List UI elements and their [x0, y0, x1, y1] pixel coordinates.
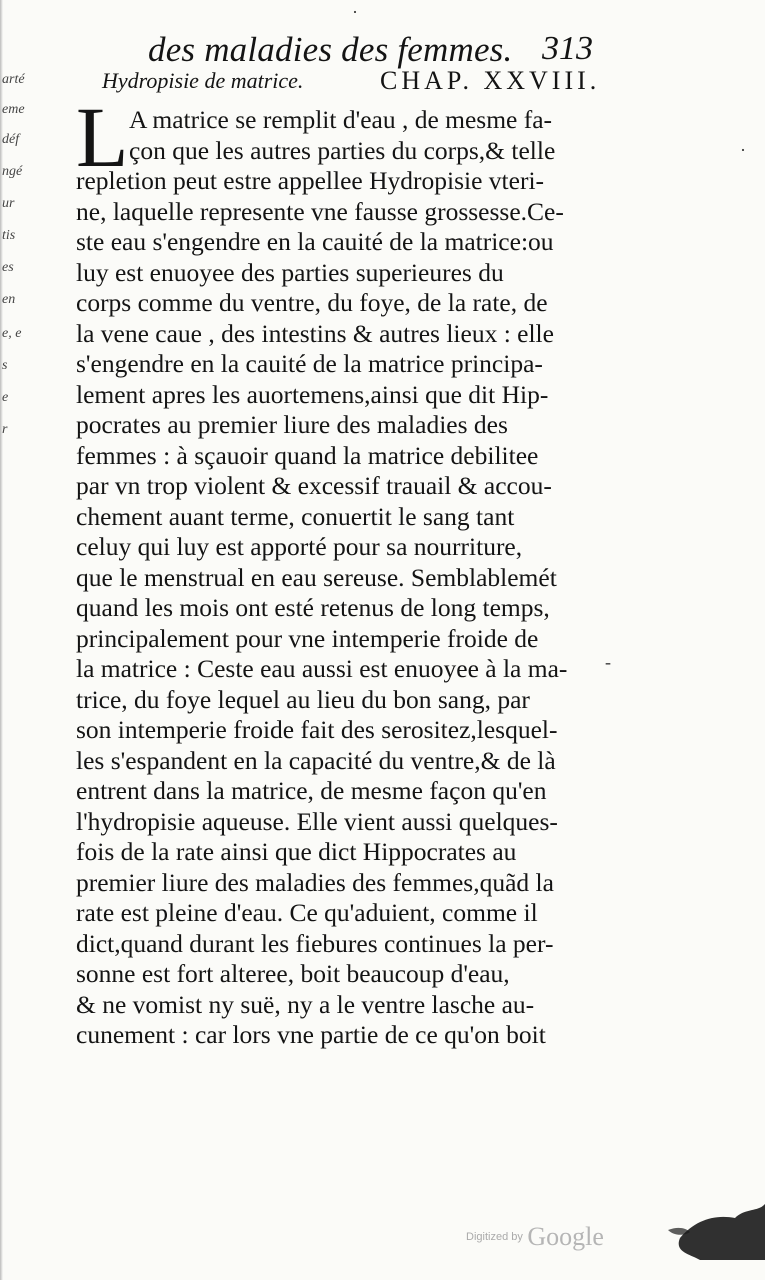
text-line: & ne vomist ny suë, ny a le ventre lasche au- [76, 989, 535, 1019]
text-line: les s'espandent en la capacité du ventre,& de là [76, 745, 556, 775]
gutter-mark: e [2, 390, 9, 405]
text-line: lement apres les auortemens,ainsi que dit Hip- [76, 379, 549, 409]
text-line: principalement pour vne intemperie froide de [76, 623, 539, 653]
gutter-mark: arté [2, 72, 25, 87]
print-speck: · [740, 140, 746, 160]
body-text [76, 105, 596, 1051]
text-line: premier liure des maladies des femmes,quãd la [76, 867, 554, 897]
drop-cap: L [76, 89, 129, 185]
text-line: sonne est fort alteree, boit beaucoup d'eau, [76, 959, 510, 988]
text-line: corps comme du ventre, du foye, de la rate, de [76, 288, 548, 317]
text-line: la matrice : Ceste eau aussi est enuoyee à la ma- [76, 654, 568, 683]
chapter-number: CHAP. XXVIII. [380, 66, 601, 95]
text-line: luy est enuoyee des parties superieures du [76, 257, 504, 287]
text-line: chement auant terme, conuertit le sang tant [76, 501, 515, 531]
text-line: çon que les autres parties du corps,& telle [129, 135, 556, 165]
text-line: trice, du foye lequel au lieu du bon sang, par [76, 684, 530, 714]
watermark-brand: Google [527, 1222, 604, 1251]
gutter-mark: en [2, 292, 16, 307]
text-line: la vene caue , des intestins & autres lieux : elle [76, 318, 554, 348]
text-line: s'engendre en la cauité de la matrice principa- [76, 349, 543, 378]
text-line: cunement : car lors vne partie de ce qu'on boit [76, 1020, 546, 1049]
gutter-mark: ur [2, 196, 15, 211]
text-line: dict,quand durant les fiebures continues la per- [76, 928, 554, 958]
gutter-mark: eme [2, 102, 25, 117]
gutter-mark: r [2, 422, 8, 437]
digitized-watermark [466, 1222, 604, 1252]
text-line: quand les mois ont esté retenus de long temps, [76, 593, 550, 622]
text-line: repletion peut estre appellee Hydropisie vteri- [76, 166, 545, 195]
text-line: A matrice se remplit d'eau , de mesme fa- [129, 105, 553, 134]
gutter-mark: e, e [2, 326, 22, 341]
text-line: que le menstrual en eau sereuse. Semblablemét [76, 562, 557, 592]
gutter-mark: s [2, 358, 8, 373]
text-line: son intemperie froide fait des serositez,lesquel- [76, 715, 558, 744]
text-line: rate est pleine d'eau. Ce qu'aduient, comme il [76, 898, 538, 927]
print-speck: - [605, 652, 611, 672]
gutter-mark: tis [2, 228, 16, 243]
gutter-mark: déf [2, 132, 20, 147]
text-line: par vn trop violent & excessif trauail & accou- [76, 471, 552, 500]
gutter-mark: ngé [2, 164, 23, 179]
text-line: entrent dans la matrice, de mesme façon qu'en [76, 776, 547, 805]
running-head: des maladies des femmes. [148, 30, 513, 69]
print-speck: · [352, 2, 358, 22]
page-number: 313 [542, 30, 593, 67]
text-line: l'hydropisie aqueuse. Elle vient aussi quelques- [76, 806, 558, 836]
text-line: celuy qui luy est apporté pour sa nourriture, [76, 532, 523, 561]
corner-ink-stain [660, 1190, 765, 1260]
chapter-side-title: Hydropisie de matrice. [102, 68, 304, 93]
text-line: femmes : à sçauoir quand la matrice debilitee [76, 440, 539, 470]
gutter-mark: es [2, 260, 14, 275]
text-line: ne, laquelle represente vne fausse grossesse.Ce- [76, 196, 564, 226]
text-line: pocrates au premier liure des maladies des [76, 410, 508, 439]
watermark-digitized-label: Digitized by [466, 1231, 523, 1243]
text-line: ste eau s'engendre en la cauité de la matrice:ou [76, 227, 554, 256]
gutter-shadow [0, 0, 3, 1280]
text-line: fois de la rate ainsi que dict Hippocrates au [76, 837, 517, 866]
